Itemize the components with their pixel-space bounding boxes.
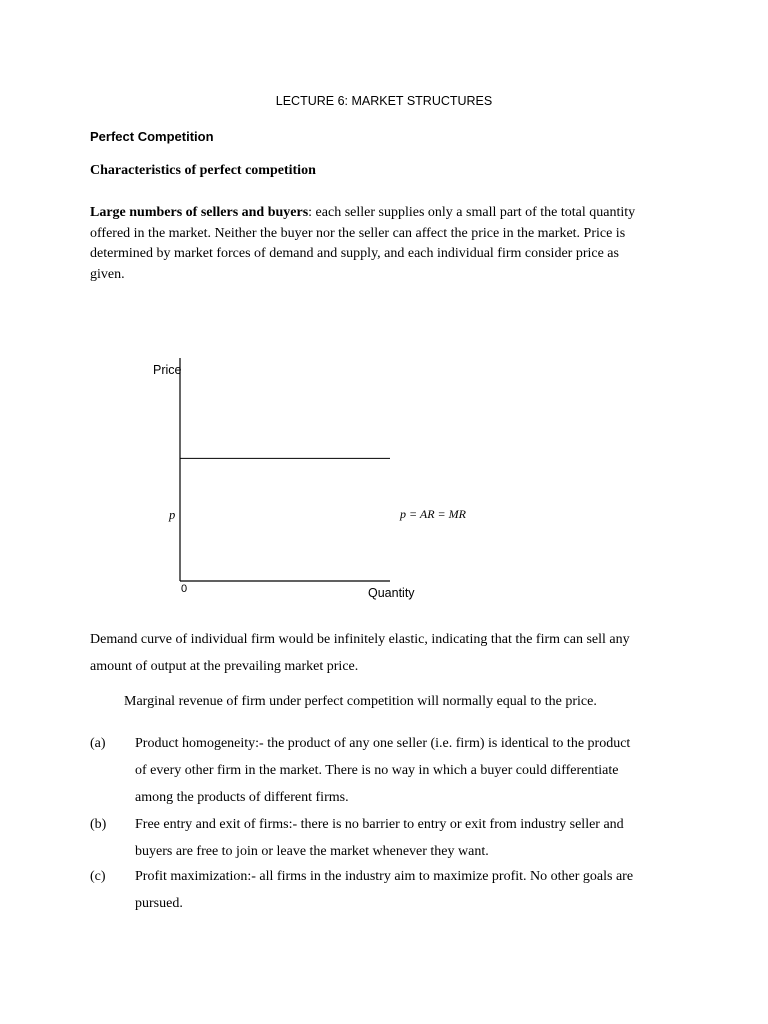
- paragraph-marginal-revenue: Marginal revenue of firm under perfect competition will normally equal to the price.: [124, 694, 597, 709]
- paragraph-demand-curve: [90, 626, 680, 680]
- section-heading: Perfect Competition: [90, 129, 214, 144]
- list-item-line: among the products of different firms.: [135, 790, 349, 805]
- list-marker: (c): [90, 869, 106, 884]
- paragraph-line: amount of output at the prevailing market price.: [90, 659, 359, 674]
- list-item-line: Profit maximization:- all firms in the industry aim to maximize profit. No other goals are: [135, 869, 634, 884]
- bold-lead: Large numbers of sellers and buyers: [90, 205, 309, 220]
- paragraph-line: given.: [90, 266, 125, 282]
- list-item-line: Free entry and exit of firms:- there is no barrier to entry or exit from industry seller and: [135, 817, 624, 832]
- list-item-line: Product homogeneity:- the product of any one seller (i.e. firm) is identical to the product: [135, 736, 631, 751]
- list-item-line: pursued.: [135, 896, 183, 911]
- paragraph-line: [90, 203, 680, 224]
- paragraph-line: determined by market forces of demand and supply, and each individual firm consider price as: [90, 246, 619, 262]
- list-item-body: [135, 863, 633, 917]
- demand-curve-chart: [140, 350, 480, 605]
- list-item-body: [135, 811, 624, 865]
- origin-label: 0: [181, 583, 188, 595]
- paragraph-sellers-buyers: [90, 203, 680, 285]
- series-label: p = AR = MR: [400, 507, 466, 521]
- subsection-heading: Characteristics of perfect competition: [90, 163, 316, 178]
- paragraph-line: offered in the market. Neither the buyer nor the seller can affect the price in the market. Price is: [90, 225, 626, 241]
- price-tick-label: p: [169, 508, 176, 522]
- list-item-body: [135, 730, 630, 811]
- list-marker: (a): [90, 736, 106, 751]
- lecture-title: LECTURE 6: MARKET STRUCTURES: [275, 94, 493, 108]
- x-axis-label: Quantity: [368, 586, 415, 600]
- list-item-line: buyers are free to join or leave the market whenever they want.: [135, 844, 489, 859]
- paragraph-line: Demand curve of individual firm would be infinitely elastic, indicating that the firm can sell any: [90, 632, 630, 647]
- list-marker: (b): [90, 817, 107, 832]
- list-item-line: of every other firm in the market. There is no way in which a buyer could differentiate: [135, 763, 619, 778]
- line-rest: : each seller supplies only a small part of the total quantity: [308, 205, 636, 220]
- y-axis-label: Price: [153, 363, 182, 377]
